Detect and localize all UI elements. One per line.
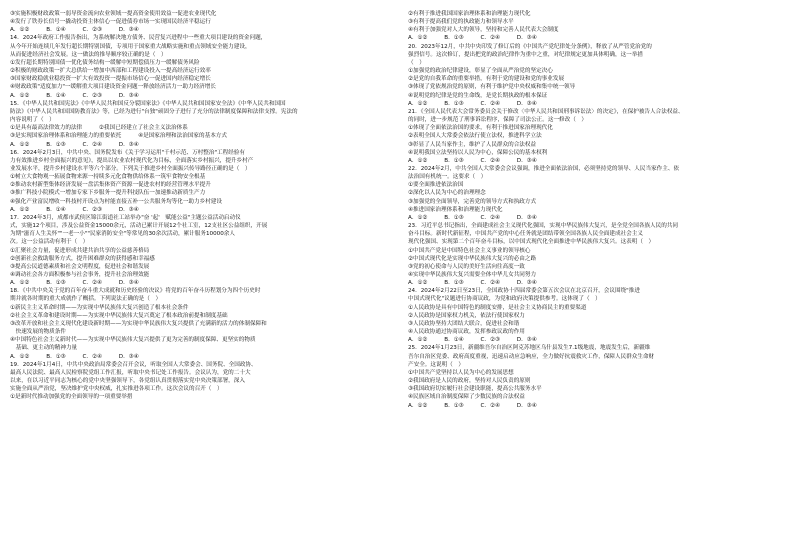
left-column-line: 以来，在以习近平同志为核心的党中央坚强领导下，各党组认真贯彻落实党中央决策部署，深入 xyxy=(10,378,245,385)
right-column-line: ②中国式现代化是实现中华民族伟大复兴的必由之路 xyxy=(408,255,537,262)
right-column-line: A．①② B．①③ C．②④ D．③④ xyxy=(408,402,537,409)
left-column-line: 式，实施12个项目，涉及公益资金15000余元，活动已累计开展12个社工室，12支社区公益组织，开展 xyxy=(10,223,268,230)
right-column-line: A．①② B．①③ C．②④ D．③④ xyxy=(408,157,537,164)
left-column-line: 业发展水平，提升乡村建设水平等六个部分。下列关于推进乡村全面振兴传导路径正确的是（ ） xyxy=(10,165,251,172)
right-column-line: ①要全面推进依法治国 xyxy=(408,182,464,189)
right-column-line: ①人民政协是具有中国特色的制度安排，是社会主义协商民主的重要渠道 xyxy=(408,304,587,311)
right-column-line: 产安全。这说明（ ） xyxy=(408,361,464,368)
left-column-line: 内容说明了（ ） xyxy=(10,117,55,124)
right-column-line: 现代化强国、实现第二个百年奋斗目标，以中国式现代化全面推进中华民族伟大复兴。这表明（ ） xyxy=(408,239,655,246)
left-column-line: ①发行超长期特别国债一优化债务结构一缓解中短期偿债压力一缓解债务风险 xyxy=(10,59,200,66)
left-column-line: ②积极的财政政策一扩大总供给一增加中西部和工程建设投入一提高经济运行效率 xyxy=(10,68,211,75)
right-column-line: ②有利于推进我国国家治理体系和治理能力现代化 xyxy=(408,11,548,17)
left-column-line: ③国家财政稳就业稳投资一扩大有效投资一提振市场信心一促进国内经济稳定增长 xyxy=(10,76,211,83)
right-column-line: ③人民政协坚持大团结大联合，促进社会和谐 xyxy=(408,320,520,327)
right-column-line: 的同时，进一步规范了刑事诉讼程序，保障了司法公正。这一修改（ ） xyxy=(408,117,588,124)
right-column-line: A．①② B．①③ C．②④ D．③④ xyxy=(408,100,537,107)
left-column-line: 力有效推进乡村全面振兴的意见》，提出以农业农村现代化为目标，全面落实乡村振兴，提升乡村产 xyxy=(10,157,254,164)
right-column-line: ④民族区域自治制度保障了少数民族的合法权益 xyxy=(408,394,525,401)
right-column-line: ③有利于提高我们党的执政能力和领导水平 xyxy=(408,19,514,26)
right-column-line: ③我国政府切实履行社会建设职能，提高公共服务水平 xyxy=(408,386,542,393)
right-column-line: ①中国共产党坚持以人民为中心的发展思想 xyxy=(408,369,514,376)
left-column-line: ④财政政策"适度加力"一缓解重大项目建设资金问题一释放经济活力一助力经济增长 xyxy=(10,84,216,91)
left-column-line: ④发行了铁券长信号一撬动投资主体信心一促进债券市场一实现国民经济平稳运行 xyxy=(10,19,211,26)
right-column-line: ③加强党的全面领导，完善党的领导方式和执政方式 xyxy=(408,198,537,205)
right-column-line: A．①② B．①③ C．②④ D．③④ xyxy=(408,214,537,221)
left-column-line: ①汇聚社会力量，促进形成共建共治共享的公益慈善格局 xyxy=(10,247,150,254)
right-column-line: ④说明党的纪律是党的生命线，是党长期执政的根本保证 xyxy=(408,92,548,99)
right-column-line: ④推进国家治理体系和治理能力现代化 xyxy=(408,206,503,213)
right-column-line: 23．习近平总书记指出，全面建成社会主义现代化强国，实现中华民族伟大复兴，是全党全国各族人民的共同 xyxy=(408,223,679,230)
right-column-line: 奋斗目标。新时代新征程，中国共产党的中心任务就是团结带领全国各族人民全面建成社会主义 xyxy=(408,231,643,238)
right-column-line: ②是党的自我革命的重要举措，有利于党的建设和党的事业发展 xyxy=(408,76,565,83)
left-column-line: ③实施积极财政政策一弱导资金流向农业领域一提高资金使用效益一促进农业现代化 xyxy=(10,11,217,17)
left-column-line: 为期"滋育人生关怀""一老一小""民家消防安全"等常见的30余次活动，累计服务10000余人 xyxy=(10,231,235,238)
left-column-line: 从而促进经济社会发展。这一做法的推导顺序较正确的是（ ） xyxy=(10,51,167,58)
left-column-line: ②社会主义革命和建设时期——为实现中华民族伟大复兴奠定了根本政治前提和制度基础 xyxy=(10,312,228,319)
left-column-line: A．①② B．①④ C．②③ D．③④ xyxy=(10,206,139,213)
right-column-line: ④有利于加强党对人大的领导，坚持和完善人民代表大会制度 xyxy=(408,27,559,34)
right-column xyxy=(408,10,782,410)
left-column-line: 16．2024年2月3日，中共中央、国务院发布《关于学习运用"千村示范、万村整治"工程经验有 xyxy=(10,149,245,156)
left-column-line: ②推动农村新型集体经济发展一盘活集体资产资源一促进农村的经营管理水平提升 xyxy=(10,182,211,189)
left-column-line: 18．《中共中央关于党的百年奋斗重大成就和历史经验的决议》将党的百年奋斗历程划分为四个历史时 xyxy=(10,288,261,295)
left-column-line: 15．《中华人民共和国宪法》《中华人民共和国反分裂国家法》《中华人民共和国国家安全法》《中华人民共和国国 xyxy=(10,100,286,107)
left-column-line: ④强化产业富民增收一科技村开设点为村能直接五补一公共服务均等化一助力乡村建设 xyxy=(10,198,222,205)
right-column-line: A．①② B．①④ C．②③ D．③④ xyxy=(408,337,537,344)
right-column-line: （ ） xyxy=(408,59,425,66)
left-column-line: A．①② B．①④ C．②③ D．③④ xyxy=(10,92,139,99)
left-column-line: A．①② B．①③ C．②④ D．③④ xyxy=(10,141,139,148)
right-column-line: ①体现了全面依法治国的要求，有利于推进国家治理现代化 xyxy=(408,125,553,132)
right-column-line: ③党的初心使命与人民的美好生活向往高度一致 xyxy=(408,263,525,270)
left-column-line: A．①② B．①④ C．②③ D．③④ xyxy=(10,27,139,34)
right-column-line: 法治国有机统一。这要求（ ） xyxy=(408,174,487,181)
left-column-line: ②创新社会救助服务方式，提升困难群众的获得感和幸福感 xyxy=(10,255,155,262)
right-column-line: 吾尔自治区党委、政府高度重视，迅速启动应急响应，全力做好抗震救灾工作，保障人民群众生命财 xyxy=(408,353,655,360)
left-column-line: 从今年开始连续几年发行超长期特别国债，专项用于国家重大战略实施和重点领域安全能力建设， xyxy=(10,43,251,50)
right-column-line: 20．2023年12月，中共中央印发了修订后的《中国共产党纪律处分条例》，释放了从严管党治党的 xyxy=(408,43,652,50)
left-column-line: ①是新时代推动加强党的全面领导的一项重要举措 xyxy=(10,394,133,401)
right-column-line: ②我国政府是人民的政府，坚持对人民负责的原则 xyxy=(408,378,531,385)
left-column xyxy=(10,10,384,402)
left-column-line: ③是实现国家治理体系和治理能力的重要依托 ④是国家治理和法治国家的基本方式 xyxy=(10,133,227,140)
left-column-line: ①树立大食物观一拓展食物来源一持续多元化食物供给体系一筑牢食物安全根基 xyxy=(10,174,206,181)
right-column-line: 25．2024年1月23日，新疆维吾尔自治区阿克苏地区乌什县发生7.1级地震，地震发生后，新疆维 xyxy=(408,345,651,352)
right-column-line: 22．2024年2月，中共全国人大常委会会议强调，推进全面依法治国，必须坚持党的领导、人民当家作主、依 xyxy=(408,165,680,172)
left-column-line: 19．2024年1月4日，中共中央政治局常委会召开会议，听取全国人大常委会、国务院、全国政协、 xyxy=(10,361,257,368)
left-column-line: 最高人民法院、最高人民检察院党组工作汇报，听取中央书记处工作报告。会议认为，党的二十大 xyxy=(10,369,251,376)
right-column-line: ①加强党的政治纪律建设，彰显了全面从严治党的坚定决心 xyxy=(408,68,553,75)
right-column-line: ②表明全国人大常委会依法行使立法权，推进科学立法 xyxy=(408,133,542,140)
left-column-line: ①新民主主义革命时期——为实现中华民族伟大复兴创造了根本社会条件 xyxy=(10,304,189,311)
right-column-line: ②深化以人民为中心的治理理念 xyxy=(408,190,486,197)
left-column-line: 防法》《中华人民共和国国防教育法》等，已经为进行"台独"顽固分子进行了充分的法律制度保障和法律支撑。宪法的 xyxy=(10,108,298,115)
left-column-line: A．①② B．①③ C．②④ D．③④ xyxy=(10,280,139,287)
right-column-line: 强烈信号。这次修订，提出把党的政治纪律作为重中之重，对纪律规定更加具体明确，这一举措 xyxy=(408,51,643,58)
right-column-line: ④人民政协通过协商议政，发挥参政议政的作用 xyxy=(408,329,525,336)
left-column-line: 快速发展的物质条件 xyxy=(10,329,66,336)
right-column-line: 21．《全国人民代表大会常务委员会关于修改〈中华人民共和国刑事诉讼法〉的决定》，在保护被告人合法权益、 xyxy=(408,108,684,115)
right-column-line: ②人民政协是国家权力机关，依法行使国家权力 xyxy=(408,312,525,319)
right-column-line: ③彰显了人民当家作主，维护了人民群众的合法权益 xyxy=(408,141,537,148)
left-column-line: 基础、更主动的精神力量 xyxy=(10,345,78,352)
right-column-line: A．①② B．①③ C．②④ D．③④ xyxy=(408,35,537,42)
right-column-line: ④实现中华民族伟大复兴需要全体中华儿女共同努力 xyxy=(408,272,537,278)
left-column-line: ③改革开放和社会主义现代化建设新时期——为实现中华民族伟大复兴提供了充满新的活力的体制保障和 xyxy=(10,320,267,327)
left-column-line: 实施全面从严治党，坚决维护党中央权威，扎实推进各项工作。这次会议的召开（ ） xyxy=(10,386,223,393)
left-column-line: 次。这一公益活动有利于（ ） xyxy=(10,239,89,246)
left-column-line: ③推广科技小院模式一增加专家下乡服务一提升科技队伍一加速推动新质生产力 xyxy=(10,190,206,197)
right-column-line: 24．2024年2月22日至23日，全国政协十四届常委会第五次会议在北京召开，会议围绕"推进 xyxy=(408,288,640,295)
right-column-line: ④说明我国立法坚持以人民为中心，保障公民的基本权利 xyxy=(408,149,548,156)
left-column-line: ④调动社会各方面积极参与社会事务，提升社会治理效能 xyxy=(10,272,150,278)
left-column-line: 17．2024年3月，成都市武侯区锦江街道社工站举办"奋 '起' 赋能公益"主题公益活动启动仪 xyxy=(10,214,241,221)
left-column-line: ③提高公民道德素质和社会文明程度，促进社会和谐发展 xyxy=(10,263,150,270)
left-column-line: ④中国特色社会主义新时代——为实现中华民族伟大复兴提供了更为完善的制度保障、更坚实的物质 xyxy=(10,337,256,344)
left-column-line: 期并就各时期的重大成就作了概括。下列说法正确的是（ ） xyxy=(10,296,162,303)
right-column-line: ①中国共产党是中国特色社会主义事业的领导核心 xyxy=(408,247,531,254)
right-column-line: A．①② B．①③ C．②④ D．③④ xyxy=(408,280,537,287)
left-column-line: ①是具有最高法律效力的法律 ②我国已经建立了社会主义法治体系 xyxy=(10,125,188,132)
right-column-line: 中国式现代化"议题进行协商议政，为党和政府决策提供参考。这体现了（ ） xyxy=(408,296,601,303)
left-column-line: A．①② B．①③ C．②④ D．③④ xyxy=(10,353,139,360)
right-column-line: ③体现了党依规治党的原则，有利于维护党中央权威和集中统一领导 xyxy=(408,84,576,91)
left-column-line: 14．2024年政府工作报告指出，为系统解决地方债务、民营复兴进程中一些重大项目建设的资金问题， xyxy=(10,35,267,42)
